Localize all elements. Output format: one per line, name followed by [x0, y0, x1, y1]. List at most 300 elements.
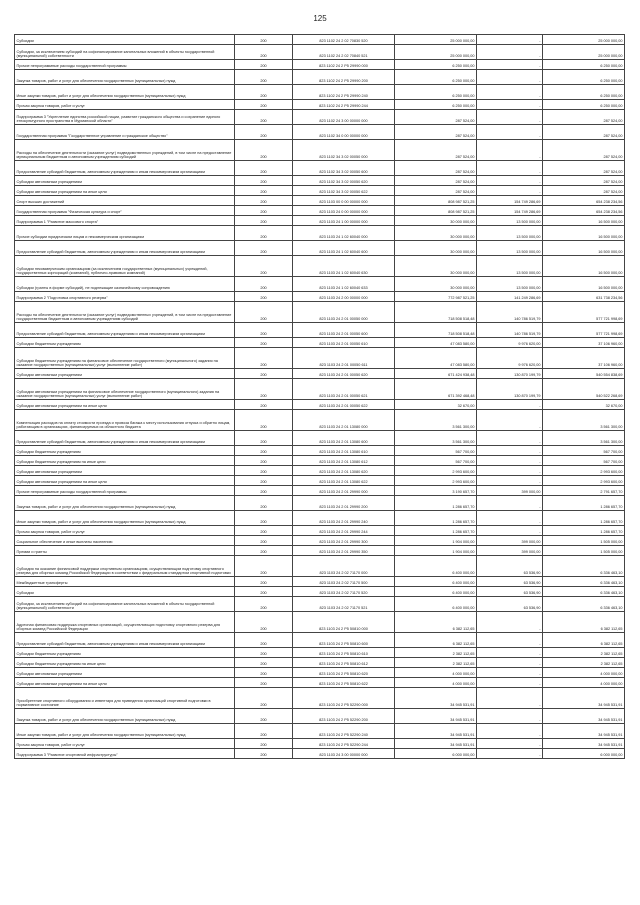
- row-name-cell: Предоставление субсидий бюджетным, автономным учреждениям и иным некоммерческим организациям: [15, 323, 235, 338]
- row-exec-cell: -: [477, 749, 543, 759]
- row-code-cell: 200: [235, 302, 293, 323]
- row-name-cell: Расходы на обеспечение деятельности (оказание услуг) подведомственных учреждений, в том числе на предоставление государственным бюджетным и автономным учреждениям субсидий: [15, 302, 235, 323]
- table-row: [15, 226, 625, 241]
- row-name-cell: Иные закупки товаров, работ и услуг для обеспечения государственных (муниципальных) нужд: [15, 724, 235, 739]
- row-kbk-cell: 823 1103 24 3 00 00000 000: [293, 749, 395, 759]
- row-plan-cell: 287 524,00: [395, 110, 477, 125]
- row-code-cell: 200: [235, 597, 293, 612]
- row-code-cell: 200: [235, 446, 293, 456]
- row-name-cell: Прочие субсидии юридическим лицам и некоммерческим организациям: [15, 226, 235, 241]
- row-rest-cell: 1 286 657,70: [543, 526, 625, 536]
- row-rest-cell: 2 382 112,65: [543, 658, 625, 668]
- row-kbk-cell: 823 1103 24 2 01 29990 200: [293, 496, 395, 511]
- table-row: [15, 668, 625, 678]
- row-name-cell: Предоставление субсидий бюджетным, автономным учреждениям и иным некоммерческим организациям: [15, 633, 235, 648]
- row-code-cell: 200: [235, 739, 293, 749]
- row-kbk-cell: 823 1103 24 2 01 00050 000: [293, 302, 395, 323]
- table-row: [15, 431, 625, 446]
- table-row: [15, 196, 625, 206]
- row-rest-cell: 6 250 000,00: [543, 70, 625, 85]
- row-exec-cell: -: [477, 496, 543, 511]
- row-kbk-cell: 823 1102 24 2 P5 29990 200: [293, 70, 395, 85]
- row-code-cell: 200: [235, 35, 293, 45]
- table-row: [15, 612, 625, 633]
- row-name-cell: Субсидии бюджетным учреждениям на финансовое обеспечение государственного (муниципального) задания на оказание государственных (муниципальных) услуг (выполнение работ): [15, 348, 235, 369]
- table-row: [15, 456, 625, 466]
- table-row: [15, 658, 625, 668]
- row-kbk-cell: 823 1103 24 2 P5 50810 620: [293, 668, 395, 678]
- row-exec-cell: 13 500 000,00: [477, 256, 543, 277]
- row-exec-cell: -: [477, 633, 543, 648]
- row-code-cell: 200: [235, 369, 293, 379]
- row-plan-cell: 2 993 600,00: [395, 476, 477, 486]
- row-plan-cell: 287 524,00: [395, 161, 477, 176]
- row-kbk-cell: 823 1102 24 2 02 70840 521: [293, 45, 395, 60]
- row-name-cell: Прочая закупка товаров, работ и услуг: [15, 100, 235, 110]
- row-code-cell: 200: [235, 348, 293, 369]
- row-plan-cell: 6 400 000,00: [395, 556, 477, 577]
- table-row: [15, 678, 625, 688]
- table-row: [15, 466, 625, 476]
- row-name-cell: Прочие непрограммные расходы государственной программы: [15, 486, 235, 496]
- row-code-cell: 200: [235, 526, 293, 536]
- row-plan-cell: 287 524,00: [395, 176, 477, 186]
- row-plan-cell: 1 286 657,70: [395, 526, 477, 536]
- row-name-cell: Субсидии (гранты в форме субсидий), не подлежащие казначейскому сопровождению: [15, 277, 235, 292]
- row-rest-cell: 1 286 657,70: [543, 511, 625, 526]
- table-row: [15, 577, 625, 587]
- row-rest-cell: 6 000 000,00: [543, 749, 625, 759]
- table-row: [15, 302, 625, 323]
- row-rest-cell: 631 738 234,56: [543, 292, 625, 302]
- row-rest-cell: 6 336 463,10: [543, 597, 625, 612]
- row-name-cell: Подпрограмма 1 "Развитие массового спорта": [15, 216, 235, 226]
- row-kbk-cell: 823 1103 24 2 01 00050 620: [293, 369, 395, 379]
- row-plan-cell: 34 945 531,91: [395, 688, 477, 709]
- row-kbk-cell: 823 1103 00 0 00 00000 000: [293, 196, 395, 206]
- row-code-cell: 200: [235, 226, 293, 241]
- row-code-cell: 200: [235, 45, 293, 60]
- row-exec-cell: -: [477, 612, 543, 633]
- row-exec-cell: -: [477, 110, 543, 125]
- row-plan-cell: 25 000 000,00: [395, 45, 477, 60]
- row-kbk-cell: 823 1103 24 2 01 29990 300: [293, 536, 395, 546]
- table-row: [15, 60, 625, 70]
- table-row: [15, 292, 625, 302]
- row-exec-cell: -: [477, 85, 543, 100]
- row-name-cell: Закупка товаров, работ и услуг для обеспечения государственных (муниципальных) нужд: [15, 496, 235, 511]
- row-exec-cell: -: [477, 466, 543, 476]
- row-exec-cell: -: [477, 161, 543, 176]
- row-name-cell: Субсидии автономным учреждениям: [15, 176, 235, 186]
- row-code-cell: 200: [235, 536, 293, 546]
- table-row: [15, 100, 625, 110]
- row-plan-cell: 47 083 580,00: [395, 348, 477, 369]
- row-kbk-cell: 823 1102 34 0 00 00000 000: [293, 125, 395, 140]
- row-rest-cell: 2 993 600,00: [543, 466, 625, 476]
- row-exec-cell: 9 976 620,00: [477, 348, 543, 369]
- row-plan-cell: 1 904 000,00: [395, 546, 477, 556]
- row-plan-cell: 1 286 657,70: [395, 511, 477, 526]
- row-plan-cell: 47 083 580,00: [395, 338, 477, 348]
- row-name-cell: Адресная финансовая поддержка спортивных организаций, осуществляющих подготовку спортивного резерва для сборных команд Российской Федерации: [15, 612, 235, 633]
- table-row: [15, 400, 625, 410]
- row-exec-cell: -: [477, 526, 543, 536]
- table-row: [15, 125, 625, 140]
- row-code-cell: 200: [235, 292, 293, 302]
- row-kbk-cell: 823 1103 24 2 01 13080 622: [293, 476, 395, 486]
- table-row: [15, 511, 625, 526]
- row-code-cell: 200: [235, 633, 293, 648]
- row-exec-cell: 141 249 286,69: [477, 292, 543, 302]
- row-name-cell: Закупка товаров, работ и услуг для обеспечения государственных (муниципальных) нужд: [15, 709, 235, 724]
- row-name-cell: Субсидии автономным учреждениям на иные цели: [15, 476, 235, 486]
- row-name-cell: Прочая закупка товаров, работ и услуг: [15, 526, 235, 536]
- row-name-cell: Субсидии бюджетным учреждениям на иные цели: [15, 658, 235, 668]
- row-exec-cell: -: [477, 431, 543, 446]
- row-rest-cell: 25 000 000,00: [543, 35, 625, 45]
- row-kbk-cell: 823 1103 24 2 01 00050 610: [293, 338, 395, 348]
- row-name-cell: Субсидии бюджетным учреждениям: [15, 648, 235, 658]
- table-row: [15, 256, 625, 277]
- row-name-cell: Расходы на обеспечение деятельности (оказание услуг) подведомственных учреждений, в том числе на предоставление муниципальным бюджетным и автономным учреждениям субсидий: [15, 140, 235, 161]
- row-rest-cell: 3 561 300,00: [543, 431, 625, 446]
- row-rest-cell: 6 336 463,10: [543, 577, 625, 587]
- row-code-cell: 200: [235, 511, 293, 526]
- row-kbk-cell: 823 1103 24 2 01 00050 600: [293, 323, 395, 338]
- row-exec-cell: 63 536,90: [477, 556, 543, 577]
- row-plan-cell: 34 945 531,91: [395, 739, 477, 749]
- table-row: [15, 587, 625, 597]
- table-row: [15, 35, 625, 45]
- budget-table: [14, 34, 625, 759]
- row-code-cell: 200: [235, 587, 293, 597]
- row-code-cell: 200: [235, 496, 293, 511]
- row-code-cell: 200: [235, 476, 293, 486]
- row-name-cell: Субсидии бюджетным учреждениям: [15, 446, 235, 456]
- row-kbk-cell: 823 1102 34 3 02 00050 600: [293, 161, 395, 176]
- row-plan-cell: 30 000 000,00: [395, 241, 477, 256]
- row-rest-cell: 16 500 000,00: [543, 241, 625, 256]
- row-rest-cell: 6 382 112,65: [543, 633, 625, 648]
- row-plan-cell: 3 190 657,70: [395, 486, 477, 496]
- row-plan-cell: 2 993 600,00: [395, 466, 477, 476]
- row-plan-cell: 6 400 000,00: [395, 577, 477, 587]
- row-kbk-cell: 823 1103 24 2 P5 50810 610: [293, 648, 395, 658]
- row-name-cell: Субсидии, за исключением субсидий на софинансирование капитальных вложений в объекты государственной (муниципальной) собственности: [15, 45, 235, 60]
- table-row: [15, 648, 625, 658]
- row-rest-cell: 4 000 000,00: [543, 678, 625, 688]
- table-row: [15, 70, 625, 85]
- row-kbk-cell: 823 1103 24 2 P5 50810 600: [293, 633, 395, 648]
- row-code-cell: 200: [235, 658, 293, 668]
- row-rest-cell: 2 791 657,70: [543, 486, 625, 496]
- row-code-cell: 200: [235, 196, 293, 206]
- row-kbk-cell: 823 1103 24 2 01 00050 622: [293, 400, 395, 410]
- row-code-cell: 200: [235, 486, 293, 496]
- row-kbk-cell: 823 1103 24 2 01 00050 611: [293, 348, 395, 369]
- row-kbk-cell: 823 1102 24 3 00 00000 000: [293, 110, 395, 125]
- table-row: [15, 206, 625, 216]
- row-exec-cell: 140 786 519,79: [477, 323, 543, 338]
- row-plan-cell: 32 670,00: [395, 400, 477, 410]
- row-code-cell: 200: [235, 70, 293, 85]
- row-rest-cell: 16 500 000,00: [543, 226, 625, 241]
- row-exec-cell: 63 536,90: [477, 587, 543, 597]
- row-kbk-cell: 823 1102 24 2 P5 29990 240: [293, 85, 395, 100]
- budget-table-body: [15, 35, 625, 759]
- row-code-cell: 200: [235, 410, 293, 431]
- row-kbk-cell: 823 1103 24 2 P5 50810 612: [293, 658, 395, 668]
- table-row: [15, 526, 625, 536]
- row-plan-cell: 6 400 000,00: [395, 587, 477, 597]
- row-name-cell: Субсидии автономным учреждениям на иные цели: [15, 678, 235, 688]
- row-rest-cell: 34 945 531,91: [543, 724, 625, 739]
- row-kbk-cell: 823 1103 24 1 02 60040 630: [293, 256, 395, 277]
- row-plan-cell: 6 250 000,00: [395, 100, 477, 110]
- row-code-cell: 200: [235, 100, 293, 110]
- table-row: [15, 176, 625, 186]
- row-code-cell: 200: [235, 176, 293, 186]
- row-kbk-cell: 823 1103 24 2 01 29990 244: [293, 526, 395, 536]
- row-kbk-cell: 823 1103 24 1 02 60040 600: [293, 241, 395, 256]
- row-plan-cell: 25 000 000,00: [395, 35, 477, 45]
- row-code-cell: 200: [235, 60, 293, 70]
- table-row: [15, 379, 625, 400]
- row-code-cell: 200: [235, 241, 293, 256]
- row-plan-cell: 808 987 521,25: [395, 206, 477, 216]
- row-exec-cell: -: [477, 410, 543, 431]
- row-code-cell: 200: [235, 556, 293, 577]
- table-row: [15, 597, 625, 612]
- row-rest-cell: 567 700,00: [543, 446, 625, 456]
- row-rest-cell: 2 993 600,00: [543, 476, 625, 486]
- row-rest-cell: 287 524,00: [543, 140, 625, 161]
- row-kbk-cell: 823 1103 24 2 01 13080 600: [293, 431, 395, 446]
- row-code-cell: 200: [235, 577, 293, 587]
- row-exec-cell: -: [477, 739, 543, 749]
- row-rest-cell: 6 250 000,00: [543, 85, 625, 100]
- row-plan-cell: 6 000 000,00: [395, 749, 477, 759]
- row-plan-cell: 6 382 112,65: [395, 612, 477, 633]
- row-exec-cell: -: [477, 678, 543, 688]
- row-kbk-cell: 823 1103 24 2 00 00000 000: [293, 292, 395, 302]
- row-plan-cell: 4 000 000,00: [395, 678, 477, 688]
- row-name-cell: Компенсация расходов на оплату стоимости проезда и провоза багажа к месту использования отпуска и обратно лицам, работающим в организациях, финансируемых из областного бюджета: [15, 410, 235, 431]
- row-name-cell: Приобретение спортивного оборудования и инвентаря для приведения организаций спортивной подготовки в нормативное состояние: [15, 688, 235, 709]
- row-exec-cell: 13 500 000,00: [477, 226, 543, 241]
- table-row: [15, 724, 625, 739]
- table-row: [15, 348, 625, 369]
- row-rest-cell: 287 524,00: [543, 125, 625, 140]
- row-name-cell: Субсидии некоммерческим организациям (за исключением государственных (муниципальных) учреждений, государственных корпораций (компаний), публично-правовых компаний): [15, 256, 235, 277]
- row-exec-cell: -: [477, 724, 543, 739]
- row-plan-cell: 567 700,00: [395, 446, 477, 456]
- row-name-cell: Субсидия на оказание финансовой поддержки спортивным организациям, осуществляющим подготовку спортивного резерва для сборных команд Российской Федерации в соответствии с федеральным стандартом спортивной подготовки: [15, 556, 235, 577]
- row-name-cell: Социальное обеспечение и иные выплаты населению: [15, 536, 235, 546]
- row-rest-cell: 34 945 531,91: [543, 709, 625, 724]
- row-rest-cell: 287 524,00: [543, 186, 625, 196]
- row-name-cell: Прочая закупка товаров, работ и услуг: [15, 739, 235, 749]
- row-exec-cell: -: [477, 35, 543, 45]
- row-rest-cell: 287 524,00: [543, 176, 625, 186]
- row-kbk-cell: 823 1102 24 2 02 70830 520: [293, 35, 395, 45]
- row-name-cell: Субсидии: [15, 35, 235, 45]
- row-rest-cell: 16 500 000,00: [543, 277, 625, 292]
- row-exec-cell: -: [477, 186, 543, 196]
- row-plan-cell: 30 000 000,00: [395, 216, 477, 226]
- row-plan-cell: 287 524,00: [395, 186, 477, 196]
- table-row: [15, 369, 625, 379]
- row-exec-cell: 13 500 000,00: [477, 241, 543, 256]
- row-rest-cell: 287 524,00: [543, 161, 625, 176]
- row-plan-cell: 3 561 300,00: [395, 410, 477, 431]
- row-plan-cell: 6 250 000,00: [395, 60, 477, 70]
- table-row: [15, 749, 625, 759]
- table-row: [15, 536, 625, 546]
- row-name-cell: Государственная программа "Государственное управление и гражданское общество": [15, 125, 235, 140]
- row-rest-cell: 3 561 300,00: [543, 410, 625, 431]
- row-name-cell: Иные закупки товаров, работ и услуг для обеспечения государственных (муниципальных) нужд: [15, 85, 235, 100]
- row-plan-cell: 30 000 000,00: [395, 277, 477, 292]
- row-rest-cell: 6 336 463,10: [543, 556, 625, 577]
- row-exec-cell: -: [477, 668, 543, 678]
- page-number: 125: [313, 14, 327, 23]
- row-exec-cell: -: [477, 688, 543, 709]
- row-plan-cell: 671 424 938,48: [395, 369, 477, 379]
- row-plan-cell: 671 392 468,48: [395, 379, 477, 400]
- row-exec-cell: 130 870 199,79: [477, 379, 543, 400]
- row-name-cell: Иные закупки товаров, работ и услуг для обеспечения государственных (муниципальных) нужд: [15, 511, 235, 526]
- table-row: [15, 476, 625, 486]
- row-exec-cell: -: [477, 511, 543, 526]
- row-code-cell: 200: [235, 456, 293, 466]
- row-exec-cell: 63 536,90: [477, 577, 543, 587]
- row-name-cell: Спорт высших достижений: [15, 196, 235, 206]
- table-row: [15, 323, 625, 338]
- table-row: [15, 277, 625, 292]
- row-code-cell: 200: [235, 546, 293, 556]
- table-row: [15, 338, 625, 348]
- row-plan-cell: 34 945 531,91: [395, 709, 477, 724]
- row-exec-cell: -: [477, 476, 543, 486]
- row-exec-cell: -: [477, 45, 543, 60]
- row-exec-cell: 399 000,00: [477, 546, 543, 556]
- row-rest-cell: 1 505 000,00: [543, 546, 625, 556]
- row-exec-cell: 399 000,00: [477, 536, 543, 546]
- row-plan-cell: 1 286 657,70: [395, 496, 477, 511]
- row-plan-cell: 6 382 112,65: [395, 633, 477, 648]
- row-kbk-cell: 823 1103 24 2 P5 52290 200: [293, 709, 395, 724]
- row-exec-cell: -: [477, 140, 543, 161]
- row-code-cell: 200: [235, 186, 293, 196]
- table-row: [15, 546, 625, 556]
- table-row: [15, 446, 625, 456]
- row-code-cell: 200: [235, 466, 293, 476]
- row-name-cell: Предоставление субсидий бюджетным, автономным учреждениям и иным некоммерческим организациям: [15, 431, 235, 446]
- row-exec-cell: -: [477, 400, 543, 410]
- row-rest-cell: 16 500 000,00: [543, 256, 625, 277]
- row-rest-cell: 34 945 531,91: [543, 688, 625, 709]
- row-kbk-cell: 823 1103 24 0 00 00000 000: [293, 206, 395, 216]
- row-code-cell: 200: [235, 709, 293, 724]
- row-name-cell: Субсидии автономным учреждениям: [15, 369, 235, 379]
- row-code-cell: 200: [235, 678, 293, 688]
- row-exec-cell: 9 976 620,00: [477, 338, 543, 348]
- row-kbk-cell: 823 1102 34 3 02 00050 000: [293, 140, 395, 161]
- row-kbk-cell: 823 1102 34 3 02 00050 620: [293, 176, 395, 186]
- row-name-cell: Государственная программа "Физическая культура и спорт": [15, 206, 235, 216]
- row-name-cell: Предоставление субсидий бюджетным, автономным учреждениям и иным некоммерческим организациям: [15, 161, 235, 176]
- row-name-cell: Субсидии автономным учреждениям на финансовое обеспечение государственного (муниципального) задания на оказание государственных (муниципальных) услуг (выполнение работ): [15, 379, 235, 400]
- row-plan-cell: 567 700,00: [395, 456, 477, 466]
- row-rest-cell: 1 286 657,70: [543, 496, 625, 511]
- row-name-cell: Субсидии автономным учреждениям: [15, 668, 235, 678]
- row-rest-cell: 4 000 000,00: [543, 668, 625, 678]
- row-rest-cell: 34 945 531,91: [543, 739, 625, 749]
- row-exec-cell: -: [477, 125, 543, 140]
- row-rest-cell: 567 700,00: [543, 456, 625, 466]
- row-plan-cell: 6 250 000,00: [395, 70, 477, 85]
- row-name-cell: Субсидии автономным учреждениям на иные цели: [15, 400, 235, 410]
- row-plan-cell: 1 904 000,00: [395, 536, 477, 546]
- row-kbk-cell: 823 1103 24 2 01 13080 000: [293, 410, 395, 431]
- row-kbk-cell: 823 1103 24 2 02 71170 000: [293, 556, 395, 577]
- row-exec-cell: 13 500 000,00: [477, 277, 543, 292]
- row-code-cell: 200: [235, 125, 293, 140]
- row-kbk-cell: 823 1103 24 2 01 29990 240: [293, 511, 395, 526]
- row-name-cell: Предоставление субсидий бюджетным, автономным учреждениям и иным некоммерческим организациям: [15, 241, 235, 256]
- row-plan-cell: 4 000 000,00: [395, 668, 477, 678]
- row-exec-cell: -: [477, 709, 543, 724]
- row-plan-cell: 287 524,00: [395, 125, 477, 140]
- table-row: [15, 85, 625, 100]
- row-rest-cell: 654 238 234,56: [543, 196, 625, 206]
- row-code-cell: 200: [235, 216, 293, 226]
- row-kbk-cell: 823 1102 24 2 P5 29990 244: [293, 100, 395, 110]
- row-code-cell: 200: [235, 431, 293, 446]
- row-plan-cell: 772 987 521,25: [395, 292, 477, 302]
- row-rest-cell: 540 522 268,69: [543, 379, 625, 400]
- table-row: [15, 241, 625, 256]
- row-code-cell: 200: [235, 724, 293, 739]
- row-code-cell: 200: [235, 206, 293, 216]
- row-plan-cell: 808 987 521,25: [395, 196, 477, 206]
- row-kbk-cell: 823 1103 24 1 02 60040 000: [293, 226, 395, 241]
- row-exec-cell: 154 749 286,69: [477, 206, 543, 216]
- row-kbk-cell: 823 1103 24 2 02 71170 500: [293, 577, 395, 587]
- row-code-cell: 200: [235, 338, 293, 348]
- row-exec-cell: -: [477, 648, 543, 658]
- row-code-cell: 200: [235, 256, 293, 277]
- row-kbk-cell: 823 1102 34 3 02 00050 622: [293, 186, 395, 196]
- row-exec-cell: 140 786 519,79: [477, 302, 543, 323]
- table-row: [15, 186, 625, 196]
- row-exec-cell: 399 000,00: [477, 486, 543, 496]
- row-rest-cell: 6 336 463,10: [543, 587, 625, 597]
- row-name-cell: Подпрограмма 3 "Укрепление единства российской нации, развитие гражданского общества и сохранение единого этнокультурного пространства в Мурманской области": [15, 110, 235, 125]
- row-kbk-cell: 823 1103 24 1 00 00000 000: [293, 216, 395, 226]
- row-rest-cell: 6 250 000,00: [543, 60, 625, 70]
- row-kbk-cell: 823 1103 24 2 P5 52290 244: [293, 739, 395, 749]
- row-rest-cell: 577 721 998,69: [543, 323, 625, 338]
- row-kbk-cell: 823 1102 24 2 P5 29990 000: [293, 60, 395, 70]
- row-plan-cell: 6 400 000,00: [395, 597, 477, 612]
- row-rest-cell: 654 238 234,56: [543, 206, 625, 216]
- table-row: [15, 45, 625, 60]
- row-code-cell: 200: [235, 161, 293, 176]
- row-exec-cell: -: [477, 100, 543, 110]
